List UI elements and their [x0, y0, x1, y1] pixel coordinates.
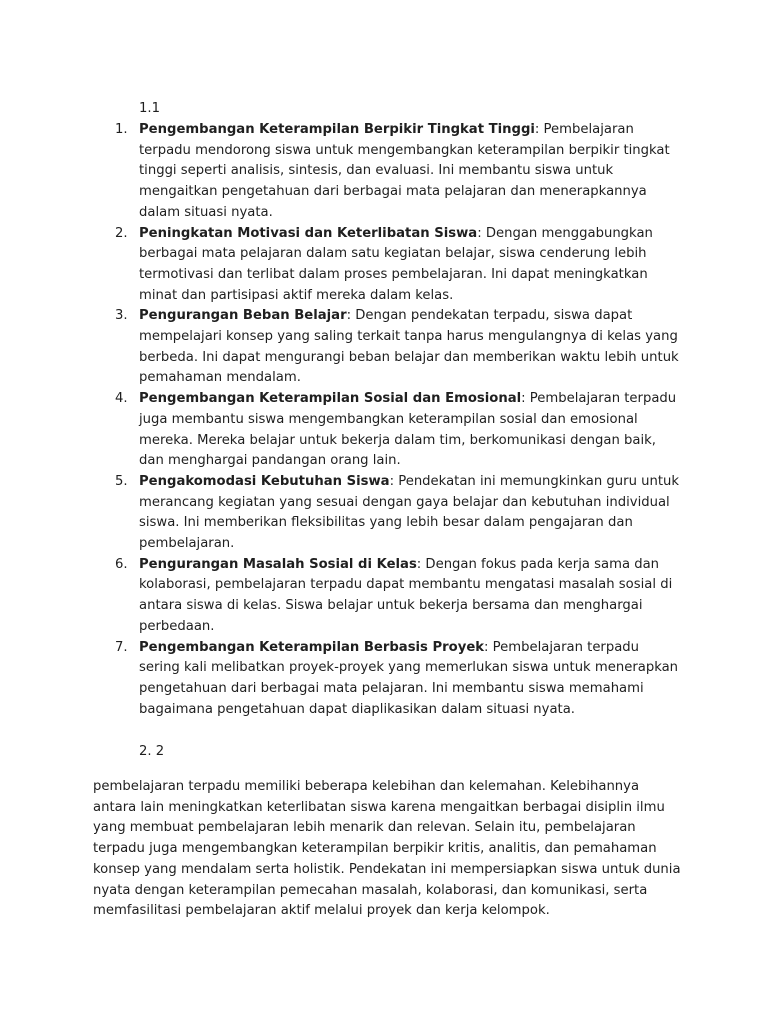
list-item-number: 1. — [115, 122, 128, 137]
section-heading-1-1: 1.1 — [139, 101, 160, 116]
list-item-title: Pengembangan Keterampilan Berbasis Proyek — [139, 639, 485, 655]
list-item — [115, 120, 679, 224]
list-item — [115, 389, 679, 472]
list-item-title: Pengembangan Keterampilan Berpikir Tingkat Tinggi — [139, 122, 535, 137]
list-item-number: 4. — [115, 391, 128, 407]
list-item-title: Pengurangan Beban Belajar — [139, 308, 347, 324]
list-item-title: Pengakomodasi Kebutuhan Siswa — [139, 473, 390, 489]
list-item-number: 6. — [115, 556, 128, 572]
list-item-text: : Dengan pendekatan terpadu, siswa dapat mempelajari konsep yang saling terkait tanpa harus mengulangnya di kelas yang berbeda. Ini dapat mengurangi beban belajar dan memberikan waktu lebih untuk pemahaman mendalam. — [139, 308, 679, 386]
list-item-text: : Pembelajaran terpadu sering kali melibatkan proyek-proyek yang memerlukan siswa untuk menerapkan pengetahuan dari berbagai mata pelajaran. Ini membantu siswa memahami bagaimana pengetahuan dapat diaplikasikan dalam situasi nyata. — [139, 639, 679, 717]
list-item-title: Pengembangan Keterampilan Sosial dan Emosional — [139, 391, 522, 407]
list-item — [115, 555, 679, 638]
body-paragraph: pembelajaran terpadu memiliki beberapa kelebihan dan kelemahan. Kelebihannya antara lain meningkatkan keterlibatan siswa karena mengaitkan berbagai disiplin ilmu yang membuat pembelajaran lebih menarik dan relevan. Selain itu, pembelajaran terpadu juga mengembangkan keterampilan berpikir kritis, analitis, dan pemahaman konsep yang mendalam serta holistik. Pendekatan ini mempersiapkan siswa untuk dunia nyata dengan keterampilan pemecahan masalah, kolaborasi, dan komunikasi, serta memfasilitasi pembelajaran aktif melalui proyek dan kerja kelompok. — [93, 779, 681, 919]
list-item-text: : Pembelajaran terpadu mendorong siswa untuk mengembangkan keterampilan berpikir tingkat tinggi seperti analisis, sintesis, dan evaluasi. Ini membantu siswa untuk mengaitkan pengetahuan dari berbagai mata pelajaran dan menerapkannya dalam situasi nyata. — [139, 122, 670, 220]
list-item-number: 3. — [115, 308, 128, 324]
list-item — [115, 224, 679, 307]
list-item-text: : Dengan menggabungkan berbagai mata pelajaran dalam satu kegiatan belajar, siswa cenderung lebih termotivasi dan terlibat dalam proses pembelajaran. Ini dapat meningkatkan minat dan partisipasi aktif mereka dalam kelas. — [139, 225, 653, 303]
list-item — [115, 306, 679, 389]
list-item-title: Pengurangan Masalah Sosial di Kelas — [139, 556, 417, 572]
list-item-text: : Pembelajaran terpadu juga membantu siswa mengembangkan keterampilan sosial dan emosional mereka. Mereka belajar untuk bekerja dalam tim, berkomunikasi dengan baik, dan menghargai pandangan orang lain. — [139, 391, 677, 469]
list-item-number: 7. — [115, 639, 128, 655]
list-item — [115, 472, 680, 555]
list-item-title: Peningkatan Motivasi dan Keterlibatan Siswa — [139, 225, 478, 241]
list-item-text: : Dengan fokus pada kerja sama dan kolaborasi, pembelajaran terpadu dapat membantu mengatasi masalah sosial di antara siswa di kelas. Siswa belajar untuk bekerja bersama dan menghargai perbedaan. — [139, 556, 673, 634]
list-item-number: 5. — [115, 473, 128, 489]
list-item-text: : Pendekatan ini memungkinkan guru untuk merancang kegiatan yang sesuai dengan gaya belajar dan kebutuhan individual siswa. Ini memberikan fleksibilitas yang lebih besar dalam pengajaran dan pembelajaran. — [139, 473, 680, 552]
list-item — [115, 638, 679, 721]
benefits-list — [115, 120, 680, 720]
list-item-number: 2. — [115, 225, 128, 241]
section-heading-2-2: 2. 2 — [139, 744, 165, 759]
